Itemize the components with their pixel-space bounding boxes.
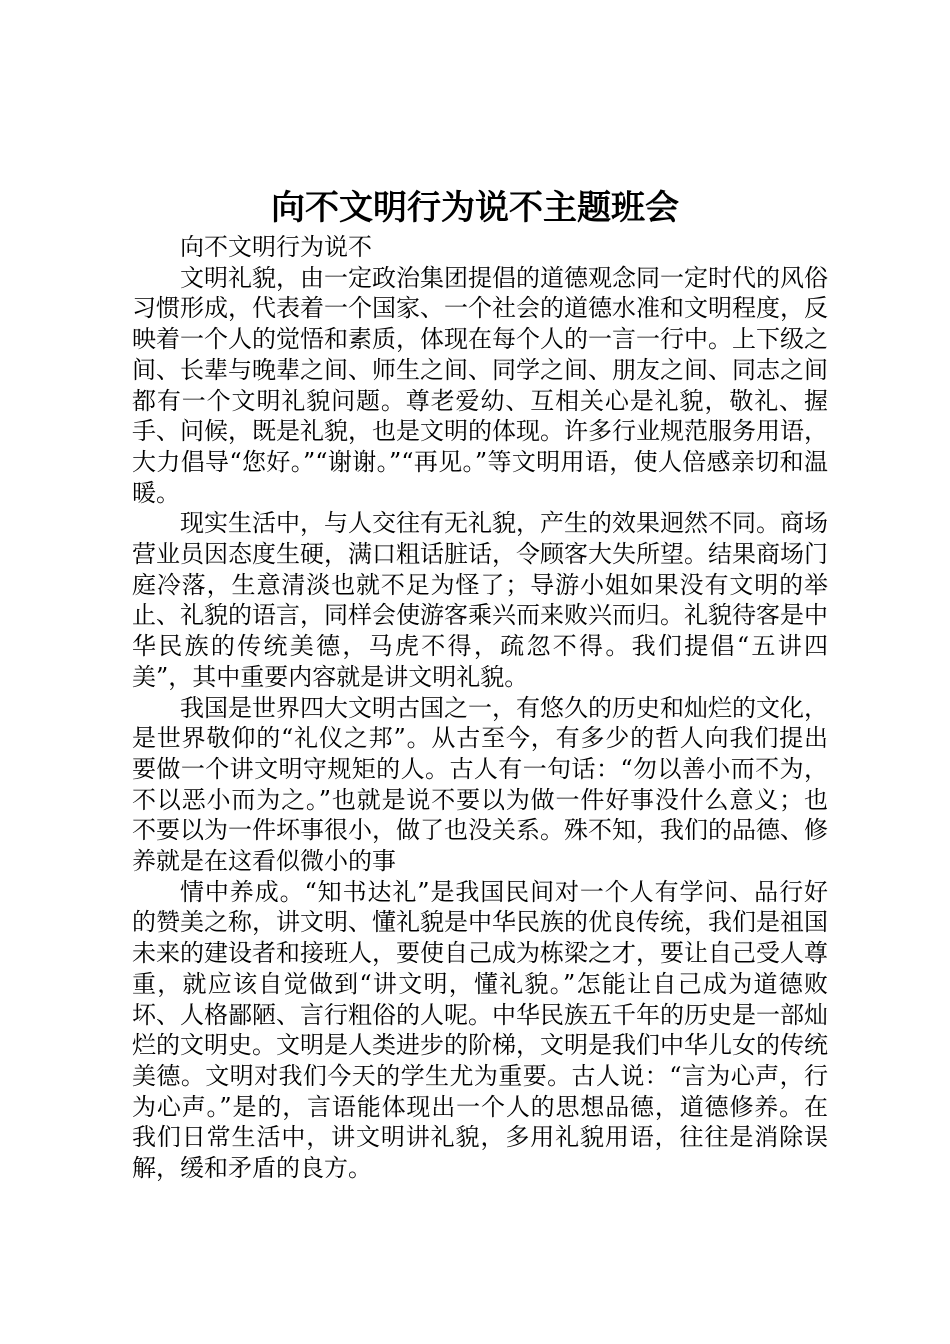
document-body (132, 232, 828, 1184)
paragraph-2: 现实生活中，与人交往有无礼貌，产生的效果迥然不同。商场营业员因态度生硬，满口粗话脏话，令顾客大失所望。结果商场门庭冷落，生意清淡也就不足为怪了；导游小姐如果没有文明的举止、礼貌的语言，同样会使游客乘兴而来败兴而归。礼貌待客是中华民族的传统美德，马虎不得，疏忽不得。我们提倡“五讲四美”，其中重要内容就是讲文明礼貌。 (132, 509, 828, 691)
paragraph-3: 我国是世界四大文明古国之一，有悠久的历史和灿烂的文化，是世界敬仰的“礼仪之邦”。从古至今，有多少的哲人向我们提出要做一个讲文明守规矩的人。古人有一句话：“勿以善小而不为，不以恶小而为之。”也就是说不要以为做一件好事没什么意义；也不要以为一件坏事很小，做了也没关系。殊不知，我们的品德、修养就是在这看似微小的事 (132, 693, 828, 876)
document-title: 向不文明行为说不主题班会 (271, 188, 679, 228)
paragraph-1: 文明礼貌，由一定政治集团提倡的道德观念同一定时代的风俗习惯形成，代表着一个国家、一个社会的道德水准和文明程度，反映着一个人的觉悟和素质，体现在每个人的一言一行中。上下级之间、长辈与晚辈之间、师生之间、同学之间、朋友之间、同志之间都有一个文明礼貌问题。尊老爱幼、互相关心是礼貌，敬礼、握手、问候，既是礼貌，也是文明的体现。许多行业规范服务用语，大力倡导“您好。”“谢谢。”“再见。”等文明用语，使人倍感亲切和温暖。 (132, 263, 828, 507)
paragraph-subtitle: 向不文明行为说不 (180, 233, 372, 261)
paragraph-4: 情中养成。“知书达礼”是我国民间对一个人有学问、品行好的赞美之称，讲文明、懂礼貌是中华民族的优良传统，我们是祖国未来的建设者和接班人，要使自己成为栋梁之才，要让自己受人尊重，就应该自觉做到“讲文明，懂礼貌。”怎能让自己成为道德败坏、人格鄙陋、言行粗俗的人呢。中华民族五千年的历史是一部灿烂的文明史。文明是人类进步的阶梯，文明是我们中华儿女的传统美德。文明对我们今天的学生尤为重要。古人说：“言为心声，行为心声。”是的，言语能体现出一个人的思想品德，道德修养。在我们日常生活中，讲文明讲礼貌，多用礼貌用语，往往是消除误解，缓和矛盾的良方。 (132, 877, 828, 1183)
